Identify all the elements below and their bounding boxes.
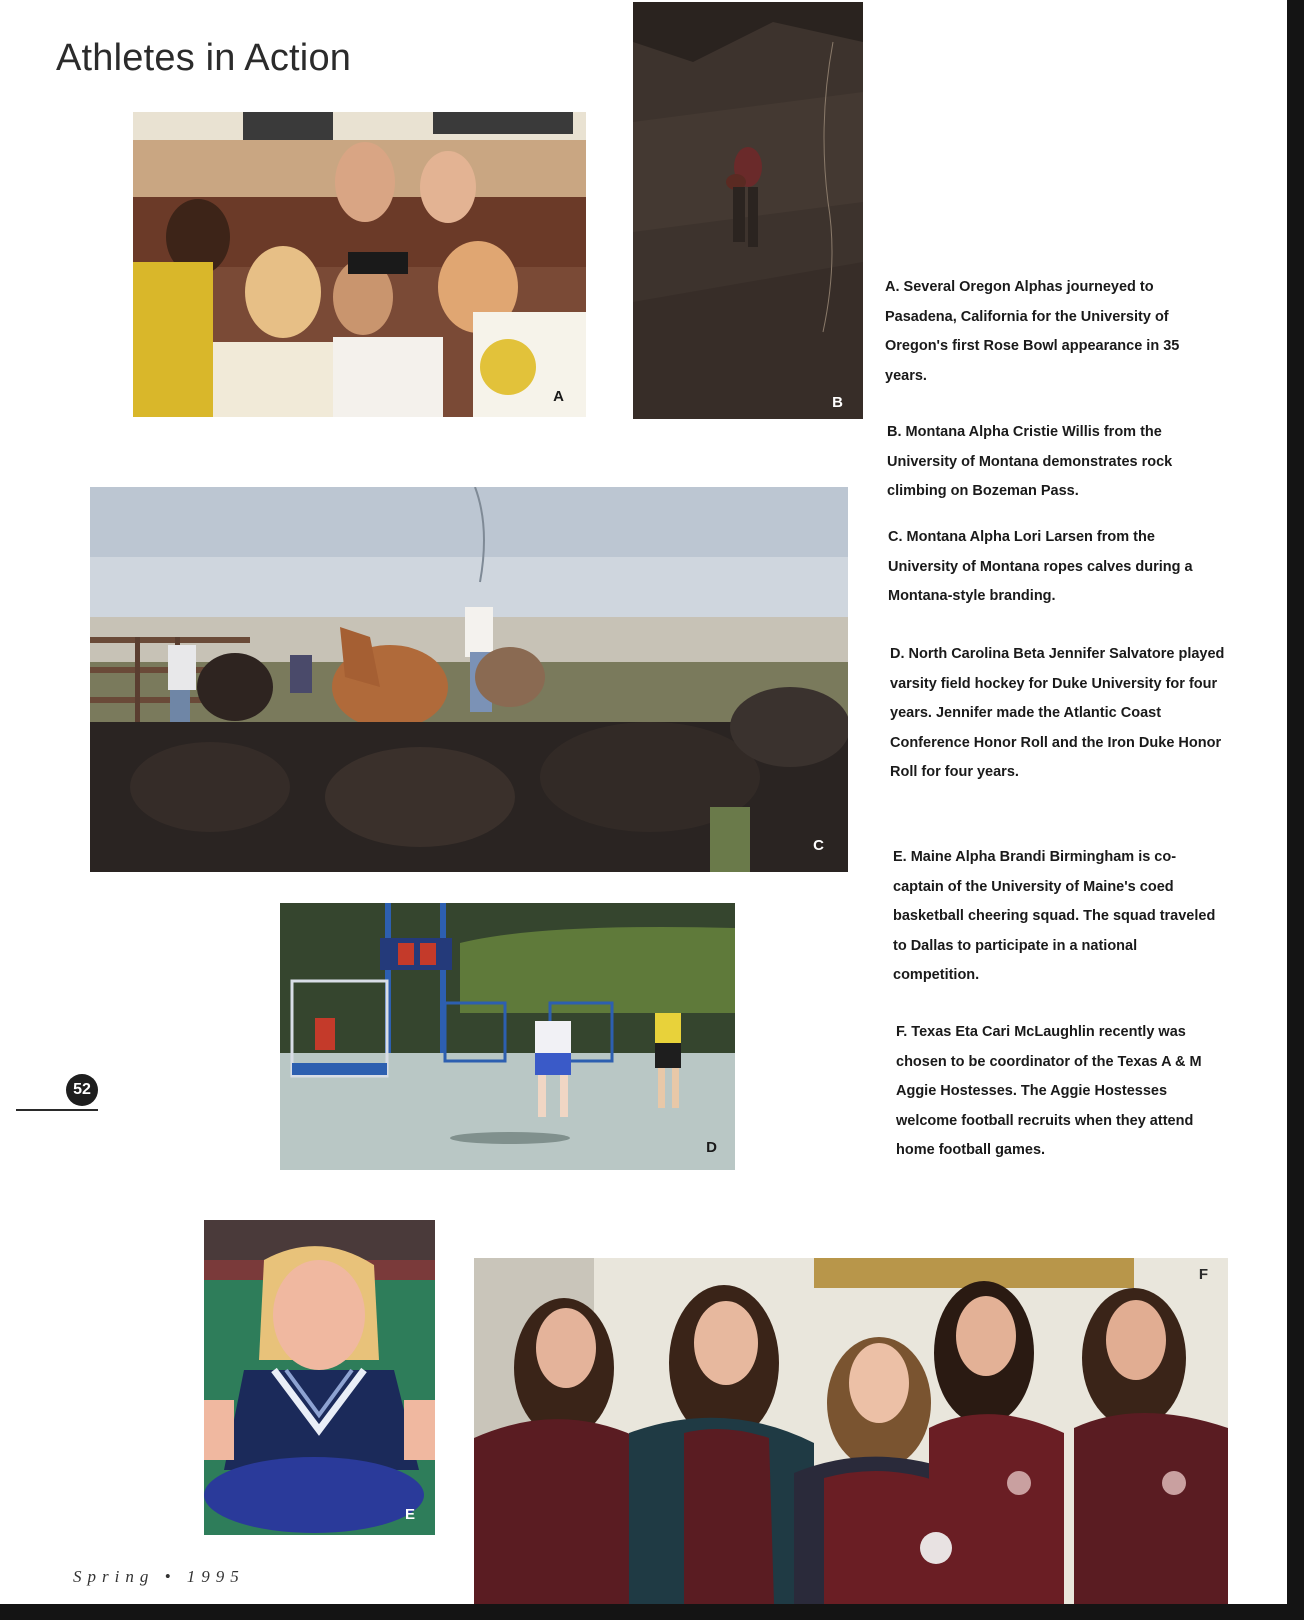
photo-f-letter: F bbox=[1198, 1266, 1208, 1283]
photo-e-maine-cheerleader bbox=[204, 1220, 435, 1535]
photo-d-image bbox=[280, 903, 735, 1170]
photo-d-letter: D bbox=[706, 1139, 717, 1156]
issue-footer: Spring • 1995 bbox=[73, 1567, 245, 1586]
photo-a-oregon-alphas bbox=[133, 112, 586, 417]
photo-c-branding bbox=[90, 487, 848, 872]
scan-edge-bottom bbox=[0, 1604, 1304, 1620]
photo-a-letter: A bbox=[553, 388, 564, 405]
photo-e-letter: E bbox=[404, 1506, 415, 1523]
photo-a-image bbox=[133, 112, 586, 417]
photo-f-image bbox=[474, 1258, 1228, 1604]
photo-c-image bbox=[90, 487, 848, 872]
photo-c-letter: C bbox=[813, 837, 824, 854]
photo-b-letter: B bbox=[832, 394, 843, 411]
caption-f: F. Texas Eta Cari McLaughlin recently was chosen to be coordinator of the Texas A & M Aggie Hostesses. The Aggie Hostesses welcome football recruits when they attend home football games. bbox=[896, 1024, 1202, 1158]
caption-c: C. Montana Alpha Lori Larsen from the University of Montana ropes calves during a Montana-style branding. bbox=[888, 529, 1193, 604]
photo-b-rock-climbing bbox=[633, 2, 863, 419]
page-number-rule bbox=[16, 1109, 98, 1111]
caption-a: A. Several Oregon Alphas journeyed to Pasadena, California for the University of Oregon's first Rose Bowl appearance in 35 years. bbox=[885, 279, 1180, 384]
photo-d-field-hockey bbox=[280, 903, 735, 1170]
caption-d: D. North Carolina Beta Jennifer Salvatore played varsity field hockey for Duke University for four years. Jennifer made the Atlantic Coast Conference Honor Roll and the Iron Duke Honor Roll for four years. bbox=[890, 646, 1225, 780]
page-title: Athletes in Action bbox=[56, 37, 352, 80]
photo-e-image bbox=[204, 1220, 435, 1535]
page-number-badge: 52 bbox=[66, 1074, 98, 1106]
photo-b-image bbox=[633, 2, 863, 419]
scan-edge-right bbox=[1287, 0, 1304, 1620]
caption-b: B. Montana Alpha Cristie Willis from the University of Montana demonstrates rock climbing on Bozeman Pass. bbox=[887, 424, 1173, 499]
photo-f-aggie-hostesses bbox=[474, 1258, 1228, 1604]
caption-e: E. Maine Alpha Brandi Birmingham is co-captain of the University of Maine's coed basketball cheering squad. The squad traveled to Dallas to participate in a national competition. bbox=[893, 849, 1216, 983]
